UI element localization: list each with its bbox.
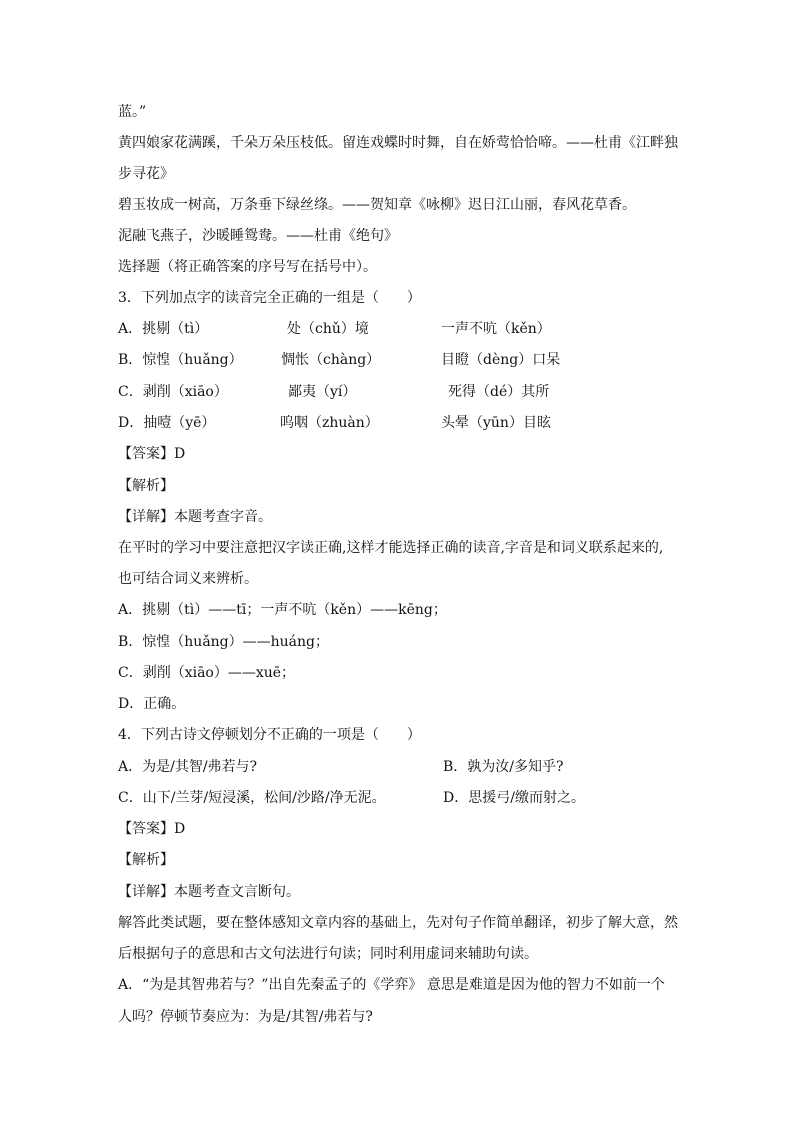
intro-line-3: 步寻花》 <box>118 166 174 182</box>
question-3-correction-c: C．剥削（xiāo）——xuē； <box>118 665 296 681</box>
intro-line-4: 碧玉妆成一树高，万条垂下绿丝绦。——贺知章《咏柳》迟日江山丽，春风花草香。 <box>118 197 636 213</box>
question-4-stem: 4．下列古诗文停顿划分不正确的一项是（ ） <box>118 727 421 743</box>
question-4-explanation-line-2: 后根据句子的意思和古文句法进行句读；同时利用虚词来辅助句读。 <box>118 946 538 962</box>
option-a-item-1: A．挑剔（tì） <box>118 321 209 337</box>
question-3-analysis-heading: 【解析】 <box>118 478 174 494</box>
option-c-item-2: 鄙夷（yí） <box>288 384 357 400</box>
question-3-correction-d: D．正确。 <box>118 696 186 712</box>
question-4-explanation-line-3: A．“为是其智弗若与？”出自先秦孟子的《学弈》 意思是难道是因为他的智力不如前一个 <box>118 977 665 993</box>
option-c-item-3: 死得（dé）其所 <box>448 384 550 400</box>
question-3-explanation-line-1: 在平时的学习中要注意把汉字读正确,这样才能选择正确的读音,字音是和词义联系起来的, <box>118 540 664 556</box>
intro-line-2: 黄四娘家花满蹊，千朵万朵压枝低。留连戏蝶时时舞，自在娇莺恰恰啼。——杜甫《江畔独 <box>118 135 678 151</box>
intro-line-5: 泥融飞燕子，沙暖睡鸳鸯。——杜甫《绝句》 <box>118 228 398 244</box>
option-b-item-1: B．惊惶（huǎng） <box>118 352 243 368</box>
question-3-explanation-line-2: 也可结合词义来辨析。 <box>118 571 258 587</box>
section-instruction: 选择题（将正确答案的序号写在括号中）。 <box>118 259 377 275</box>
question-4-analysis-heading: 【解析】 <box>118 852 174 868</box>
option-a-item-2: 处（chǔ）境 <box>287 321 369 337</box>
option-d-item-2: 呜咽（zhuàn） <box>280 415 379 431</box>
option-d-item-3: 头晕（yūn）目眩 <box>441 415 551 431</box>
question-4-option-c: C．山下/兰芽/短浸溪，松间/沙路/净无泥。 <box>118 790 386 806</box>
question-3-correction-a: A．挑剔（tì）——tī；一声不吭（kěn）——kēng； <box>118 602 447 618</box>
option-b-item-3: 目瞪（dèng）口呆 <box>441 352 561 368</box>
question-4-option-b: B．孰为汝/多知乎? <box>443 759 564 775</box>
option-a-item-3: 一声不吭（kěn） <box>441 321 551 337</box>
question-3-detail: 【详解】本题考查字音。 <box>118 509 272 525</box>
question-3-stem: 3．下列加点字的读音完全正确的一组是（ ） <box>118 290 421 306</box>
question-4-detail: 【详解】本题考查文言断句。 <box>118 884 300 900</box>
question-4-explanation-line-1: 解答此类试题，要在整体感知文章内容的基础上，先对句子作简单翻译，初步了解大意，然 <box>118 915 678 931</box>
question-4-explanation-line-4: 人吗？停顿节奏应为：为是/其智/弗若与? <box>118 1009 373 1025</box>
question-3-answer: 【答案】D <box>118 446 186 462</box>
question-3-correction-b: B．惊惶（huǎng）——huáng； <box>118 634 330 650</box>
option-d-item-1: D．抽噎（yē） <box>118 415 216 431</box>
option-c-item-1: C．剥削（xiāo） <box>118 384 228 400</box>
option-b-item-2: 惆怅（chàng） <box>281 352 381 368</box>
question-4-option-a: A．为是/其智/弗若与? <box>118 759 258 775</box>
intro-line-1: 蓝。” <box>118 104 147 120</box>
question-4-answer: 【答案】D <box>118 821 186 837</box>
question-4-option-d: D．思援弓/缴而射之。 <box>443 790 585 806</box>
